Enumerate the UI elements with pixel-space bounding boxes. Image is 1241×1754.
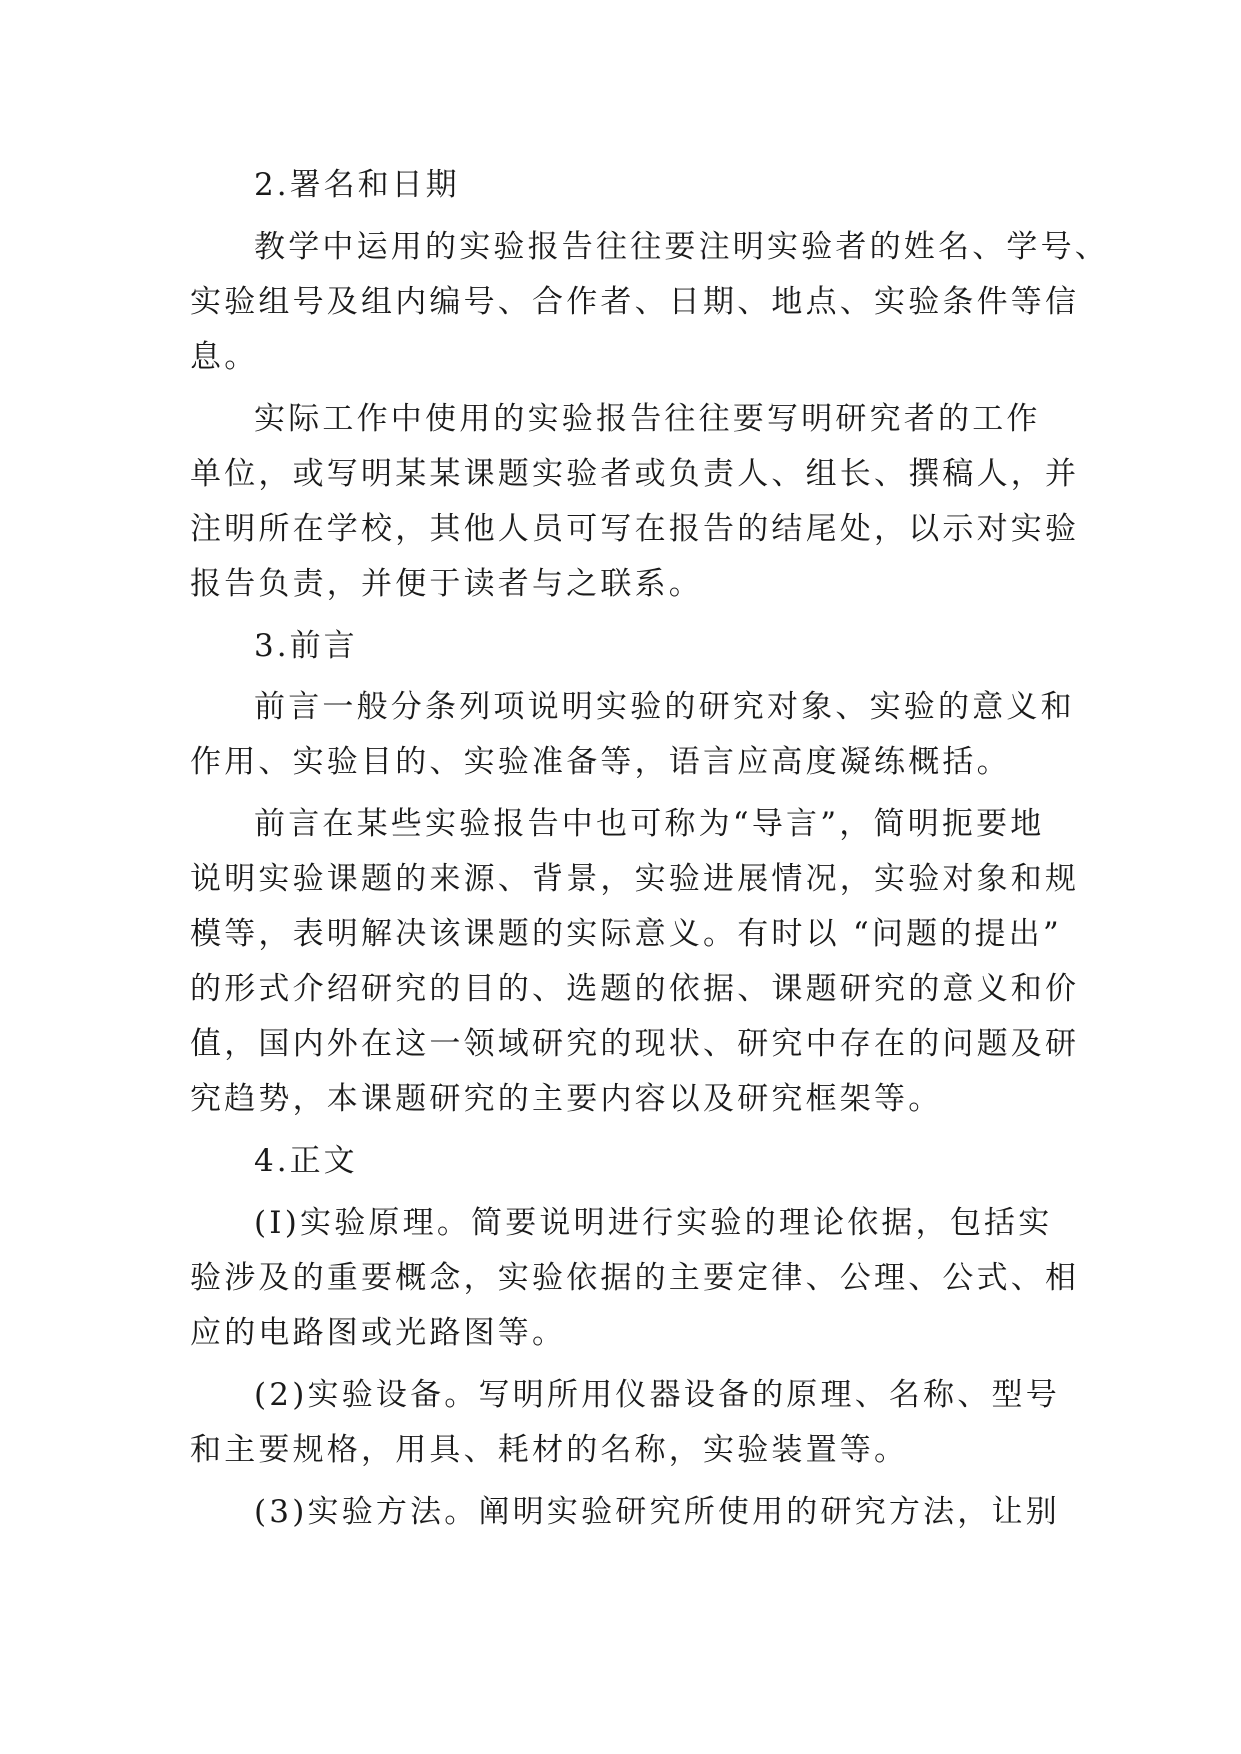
section-heading-preface: 3.前言 — [254, 628, 358, 664]
paragraph-line: 教学中运用的实验报告往往要注明实验者的姓名、学号、 — [254, 229, 1109, 265]
paragraph-line: 究趋势，本课题研究的主要内容以及研究框架等。 — [190, 1081, 943, 1117]
paragraph-line: 注明所在学校，其他人员可写在报告的结尾处，以示对实验 — [190, 511, 1080, 547]
section-heading-main-body: 4.正文 — [254, 1143, 358, 1179]
paragraph-line: 值，国内外在这一领域研究的现状、研究中存在的问题及研 — [190, 1026, 1080, 1062]
paragraph-line: 模等，表明解决该课题的实际意义。有时以 “问题的提出” — [190, 916, 1062, 952]
paragraph-line: 实验组号及组内编号、合作者、日期、地点、实验条件等信 — [190, 284, 1080, 320]
paragraph-line: 的形式介绍研究的目的、选题的依据、课题研究的意义和价 — [190, 971, 1080, 1007]
paragraph-line: 单位，或写明某某课题实验者或负责人、组长、撰稿人，并 — [190, 456, 1080, 492]
paragraph-line: 应的电路图或光路图等。 — [190, 1315, 567, 1351]
paragraph-line: 息。 — [190, 339, 259, 375]
section-heading-signature-date: 2.署名和日期 — [254, 167, 460, 203]
paragraph-line: 验涉及的重要概念，实验依据的主要定律、公理、公式、相 — [190, 1260, 1080, 1296]
paragraph-line: 实际工作中使用的实验报告往往要写明研究者的工作 — [254, 401, 1041, 437]
paragraph-line: 前言一般分条列项说明实验的研究对象、实验的意义和 — [254, 689, 1075, 725]
paragraph-line: 报告负责，并便于读者与之联系。 — [190, 566, 703, 602]
paragraph-line: 前言在某些实验报告中也可称为“导言”，简明扼要地 — [254, 806, 1045, 842]
paragraph-line: 作用、实验目的、实验准备等，语言应高度凝练概括。 — [190, 744, 1011, 780]
paragraph-line: 和主要规格，用具、耗材的名称，实验装置等。 — [190, 1432, 909, 1468]
paragraph-line: 说明实验课题的来源、背景，实验进展情况，实验对象和规 — [190, 861, 1080, 897]
paragraph-line: (3)实验方法。阐明实验研究所使用的研究方法，让别 — [254, 1494, 1060, 1530]
paragraph-line: (2)实验设备。写明所用仪器设备的原理、名称、型号 — [254, 1377, 1060, 1413]
paragraph-line: (I)实验原理。简要说明进行实验的理论依据，包括实 — [254, 1205, 1053, 1241]
